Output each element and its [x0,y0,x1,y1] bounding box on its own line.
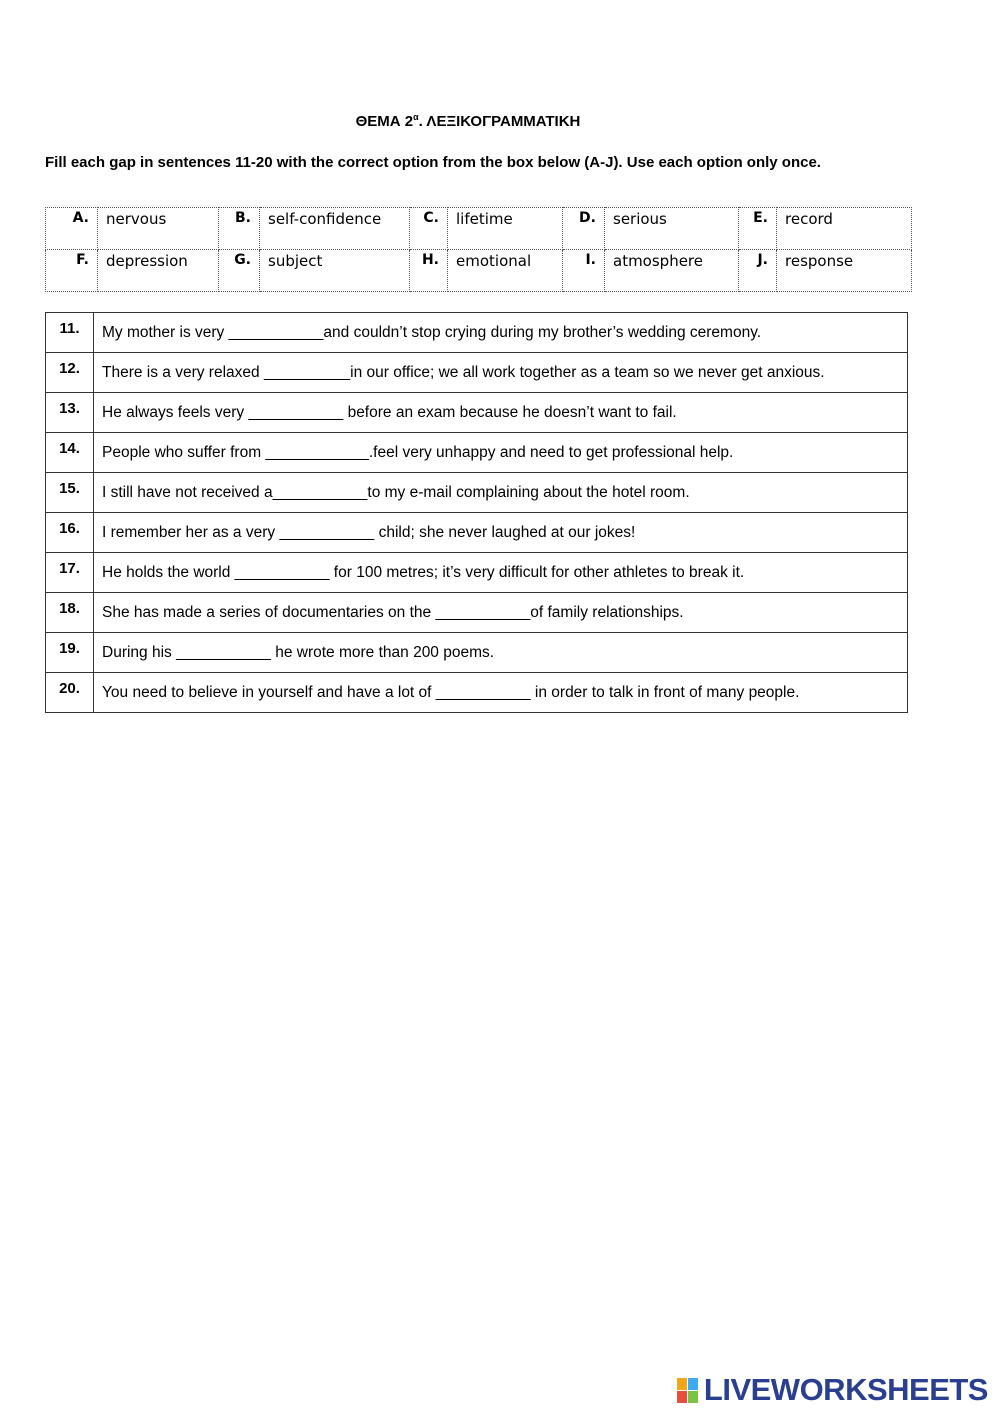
instructions: Fill each gap in sentences 11-20 with the correct option from the box below (A-J). Use each option only once. [45,154,821,171]
option-word: response [777,250,912,292]
question-number: 12. [46,353,94,393]
title-superscript: α [413,112,419,122]
title-suffix: . ΛΕΞΙΚΟΓΡΑΜΜΑΤΙΚΗ [418,113,581,130]
question-number: 15. [46,473,94,513]
option-word: lifetime [448,208,563,250]
question-text[interactable]: There is a very relaxed __________in our office; we all work together as a team so we never get anxious. [94,353,908,393]
logo-mark-block [688,1378,698,1390]
liveworksheets-logo[interactable] [677,1374,988,1406]
question-row [46,633,908,673]
logo-mark-block [677,1391,687,1403]
option-letter: H. [410,250,448,292]
question-text[interactable]: My mother is very ___________and couldn’t stop crying during my brother’s wedding ceremony. [94,313,908,353]
options-row [46,208,912,250]
option-word: record [777,208,912,250]
option-word: self-confidence [260,208,410,250]
option-letter: J. [739,250,777,292]
questions-table [45,312,908,713]
question-number: 14. [46,433,94,473]
title-prefix: ΘΕΜΑ 2 [355,113,414,130]
question-row [46,433,908,473]
logo-mark-block [677,1378,687,1390]
question-row [46,393,908,433]
options-row [46,250,912,292]
logo-text: LIVEWORKSHEETS [703,1372,988,1407]
option-letter: F. [46,250,98,292]
question-text[interactable]: I still have not received a___________to my e-mail complaining about the hotel room. [94,473,908,513]
question-number: 17. [46,553,94,593]
liveworksheets-mark-icon [677,1378,698,1403]
question-number: 19. [46,633,94,673]
question-number: 20. [46,673,94,713]
question-row [46,513,908,553]
option-word: atmosphere [605,250,739,292]
option-letter: E. [739,208,777,250]
question-row [46,473,908,513]
option-letter: A. [46,208,98,250]
question-text[interactable]: During his ___________ he wrote more than 200 poems. [94,633,908,673]
question-number: 13. [46,393,94,433]
question-text[interactable]: I remember her as a very ___________ child; she never laughed at our jokes! [94,513,908,553]
question-text[interactable]: He always feels very ___________ before an exam because he doesn’t want to fail. [94,393,908,433]
option-letter: B. [219,208,260,250]
option-word: nervous [98,208,219,250]
option-word: serious [605,208,739,250]
question-row [46,673,908,713]
question-row [46,553,908,593]
question-row [46,353,908,393]
option-letter: G. [219,250,260,292]
question-text[interactable]: People who suffer from ____________.feel very unhappy and need to get professional help. [94,433,908,473]
question-row [46,593,908,633]
question-number: 18. [46,593,94,633]
option-letter: C. [410,208,448,250]
question-text[interactable]: He holds the world ___________ for 100 metres; it’s very difficult for other athletes to break it. [94,553,908,593]
option-word: emotional [448,250,563,292]
question-text[interactable]: You need to believe in yourself and have a lot of ___________ in order to talk in front of many people. [94,673,908,713]
option-letter: I. [563,250,605,292]
question-row [46,313,908,353]
logo-mark-block [688,1391,698,1403]
option-word: depression [98,250,219,292]
question-text[interactable]: She has made a series of documentaries on the ___________of family relationships. [94,593,908,633]
worksheet-title [0,112,936,130]
option-letter: D. [563,208,605,250]
question-number: 11. [46,313,94,353]
options-box [45,207,912,292]
question-number: 16. [46,513,94,553]
option-word: subject [260,250,410,292]
